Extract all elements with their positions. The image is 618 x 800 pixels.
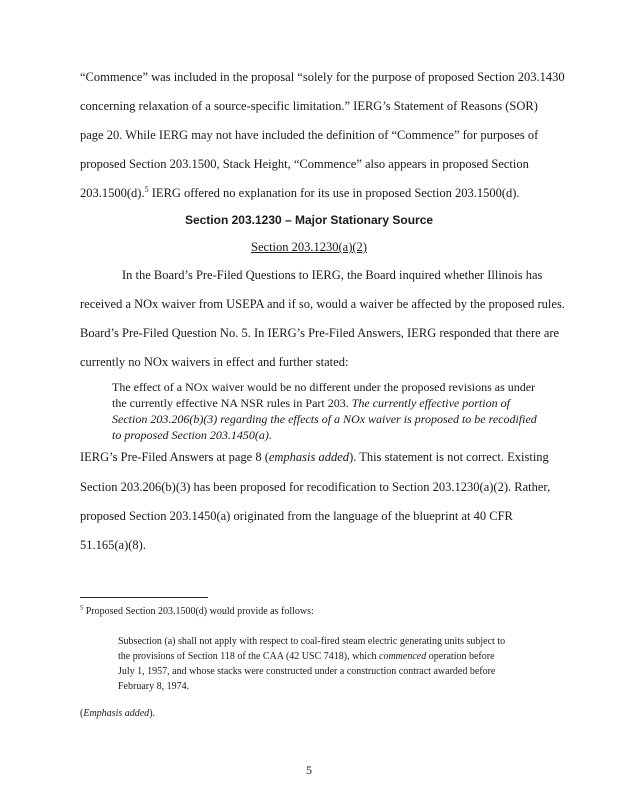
footnote-emphasis-note — [80, 708, 155, 719]
text-run: the currently effective NA NSR rules in Part 203. — [112, 396, 352, 410]
paragraph-line: In the Board’s Pre-Filed Questions to IERG, the Board inquired whether Illinois has — [122, 268, 543, 282]
footnote-separator — [80, 597, 208, 598]
footnote-quote-line — [118, 651, 495, 662]
emphasis-run: The currently effective portion of — [351, 396, 510, 410]
paragraph-line: “Commence” was included in the proposal “solely for the purpose of proposed Section 203.1430 — [80, 70, 565, 84]
paragraph-line: proposed Section 203.1500, Stack Height, “Commence” also appears in proposed Section — [80, 157, 529, 171]
footnote-quote-line: Subsection (a) shall not apply with respect to coal-fired steam electric generating units subject to — [118, 636, 506, 647]
paragraph-line: Board’s Pre-Filed Question No. 5. In IERG’s Pre-Filed Answers, IERG responded that there are — [80, 326, 560, 340]
footnote-marker: 5 — [80, 604, 84, 612]
page-number: 5 — [306, 763, 312, 777]
paragraph-line: Section 203.206(b)(3) has been proposed for recodification to Section 203.1230(a)(2). Rather, — [80, 480, 551, 494]
text-run: the provisions of Section 118 of the CAA (42 USC 7418), which — [118, 651, 380, 662]
emphasis-run: to proposed Section 203.1450(a). — [112, 428, 272, 442]
paragraph-line: 51.165(a)(8). — [80, 538, 146, 552]
block-quote-line — [112, 412, 537, 427]
footnote-ref[interactable]: 5 — [144, 184, 149, 194]
paragraph-line: received a NOx waiver from USEPA and if so, would a waiver be affected by the proposed rules. — [80, 297, 565, 311]
section-heading: Section 203.1230 – Major Stationary Source — [184, 213, 434, 227]
paragraph-line: concerning relaxation of a source-specific limitation.” IERG’s Statement of Reasons (SOR) — [80, 99, 538, 113]
block-quote-line: The effect of a NOx waiver would be no different under the proposed revisions as under — [112, 380, 536, 394]
text-run: ). — [149, 708, 156, 719]
text-run: operation before — [426, 651, 495, 662]
text-run: IERG’s Pre-Filed Answers at page 8 ( — [80, 450, 269, 464]
paragraph-line: page 20. While IERG may not have included the definition of “Commence” for purposes of — [80, 128, 539, 142]
paragraph-line: currently no NOx waivers in effect and further stated: — [80, 355, 349, 369]
emphasis-run: commenced — [379, 651, 427, 662]
text-run: IERG offered no explanation for its use in proposed Section 203.1500(d). — [148, 186, 520, 200]
footnote-quote-line: July 1, 1957, and whose stacks were constructed under a construction contract awarded before — [118, 666, 496, 677]
subsection-heading: Section 203.1230(a)(2) — [251, 240, 367, 254]
block-quote-line — [112, 396, 510, 411]
emphasis-run: emphasis added — [268, 450, 350, 464]
text-run: Proposed Section 203.1500(d) would provide as follows: — [83, 606, 314, 617]
emphasis-run: Emphasis added — [83, 708, 150, 719]
text-run: 203.1500(d). — [80, 186, 145, 200]
text-run: ). This statement is not correct. Existing — [349, 450, 549, 464]
block-quote-line — [112, 428, 272, 443]
footnote-intro — [80, 606, 314, 617]
paragraph-line — [80, 450, 549, 465]
paragraph-line — [80, 186, 520, 201]
paragraph-line: proposed Section 203.1450(a) originated from the language of the blueprint at 40 CFR — [80, 509, 513, 523]
text-run: ( — [80, 708, 84, 719]
emphasis-run: Section 203.206(b)(3) regarding the effects of a NOx waiver is proposed to be recodified — [112, 412, 537, 426]
footnote-quote-line: February 8, 1974. — [118, 681, 190, 692]
